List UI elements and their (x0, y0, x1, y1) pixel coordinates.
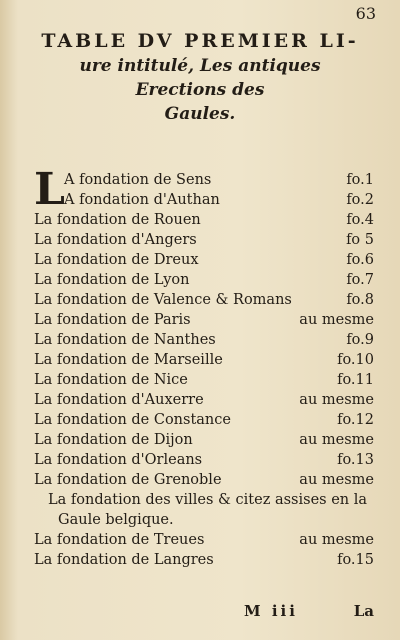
entry-folio: fo.11 (337, 372, 374, 388)
entry-text: La fondation de Dreux (34, 252, 199, 268)
toc-entry (34, 350, 374, 370)
drop-cap: L (34, 164, 65, 215)
entry-folio: fo.7 (346, 272, 374, 288)
paragraph-line-2: Gaule belgique. (58, 512, 174, 528)
entry-folio: au mesme (299, 472, 374, 488)
toc-entry (34, 530, 374, 550)
toc-entry (34, 270, 374, 290)
toc-paragraph (34, 490, 374, 530)
entry-folio: fo.6 (346, 252, 374, 268)
toc-entry (34, 470, 374, 490)
entry-text: La fondation de Constance (34, 412, 231, 428)
entry-text: A fondation d'Authan (64, 192, 220, 208)
toc-entry (34, 290, 374, 310)
entry-folio: fo.1 (346, 172, 374, 188)
entry-text: A fondation de Sens (64, 172, 212, 188)
entry-folio: fo.12 (337, 412, 374, 428)
toc-entry (34, 370, 374, 390)
entry-folio: fo.13 (337, 452, 374, 468)
title-line-4: Gaules. (164, 104, 236, 124)
entry-text: La fondation de Dijon (34, 432, 193, 448)
entry-text: La fondation de Rouen (34, 212, 201, 228)
toc-entry (34, 550, 374, 570)
entry-text: La fondation de Marseille (34, 352, 223, 368)
toc-entry (34, 330, 374, 350)
entry-folio: fo.2 (346, 192, 374, 208)
entry-folio: fo 5 (346, 232, 374, 248)
entry-folio: fo.10 (337, 352, 374, 368)
entry-text: La fondation de Langres (34, 552, 214, 568)
toc-entry (34, 190, 374, 210)
entry-text: La fondation de Lyon (34, 272, 190, 288)
toc-entry (34, 250, 374, 270)
title-line-3: Erections des (135, 80, 265, 100)
table-title (0, 30, 400, 124)
entry-folio: fo.15 (337, 552, 374, 568)
toc-entry (34, 430, 374, 450)
entry-folio: au mesme (299, 432, 374, 448)
toc-entry (34, 230, 374, 250)
table-of-contents (34, 164, 374, 570)
toc-entry (34, 390, 374, 410)
entry-text: La fondation de Valence & Romans (34, 292, 292, 308)
entry-folio: au mesme (299, 392, 374, 408)
signature-mark: M iii (244, 602, 298, 620)
entry-text: La fondation d'Auxerre (34, 392, 204, 408)
toc-entry (34, 310, 374, 330)
entry-folio: fo.9 (346, 332, 374, 348)
toc-entry (34, 210, 374, 230)
entry-folio: fo.4 (346, 212, 374, 228)
title-line-2: ure intitulé, Les antiques (79, 56, 321, 76)
entry-folio: au mesme (299, 312, 374, 328)
page-number: 63 (355, 4, 376, 23)
entry-text: La fondation de Nanthes (34, 332, 216, 348)
entry-text: La fondation d'Orleans (34, 452, 203, 468)
toc-entry (34, 410, 374, 430)
entry-folio: au mesme (299, 532, 374, 548)
entry-text: La fondation de Paris (34, 312, 191, 328)
paragraph-line-1: La fondation des villes & citez assises en la (48, 492, 368, 508)
entry-text: La fondation de Nice (34, 372, 188, 388)
title-line-1: TABLE DV PREMIER LI- (41, 30, 359, 52)
entry-text: La fondation de Grenoble (34, 472, 222, 488)
entry-text: La fondation de Treues (34, 532, 205, 548)
catchword: La (353, 602, 374, 620)
entry-text: La fondation d'Angers (34, 232, 197, 248)
entry-folio: fo.8 (346, 292, 374, 308)
toc-entry (34, 450, 374, 470)
